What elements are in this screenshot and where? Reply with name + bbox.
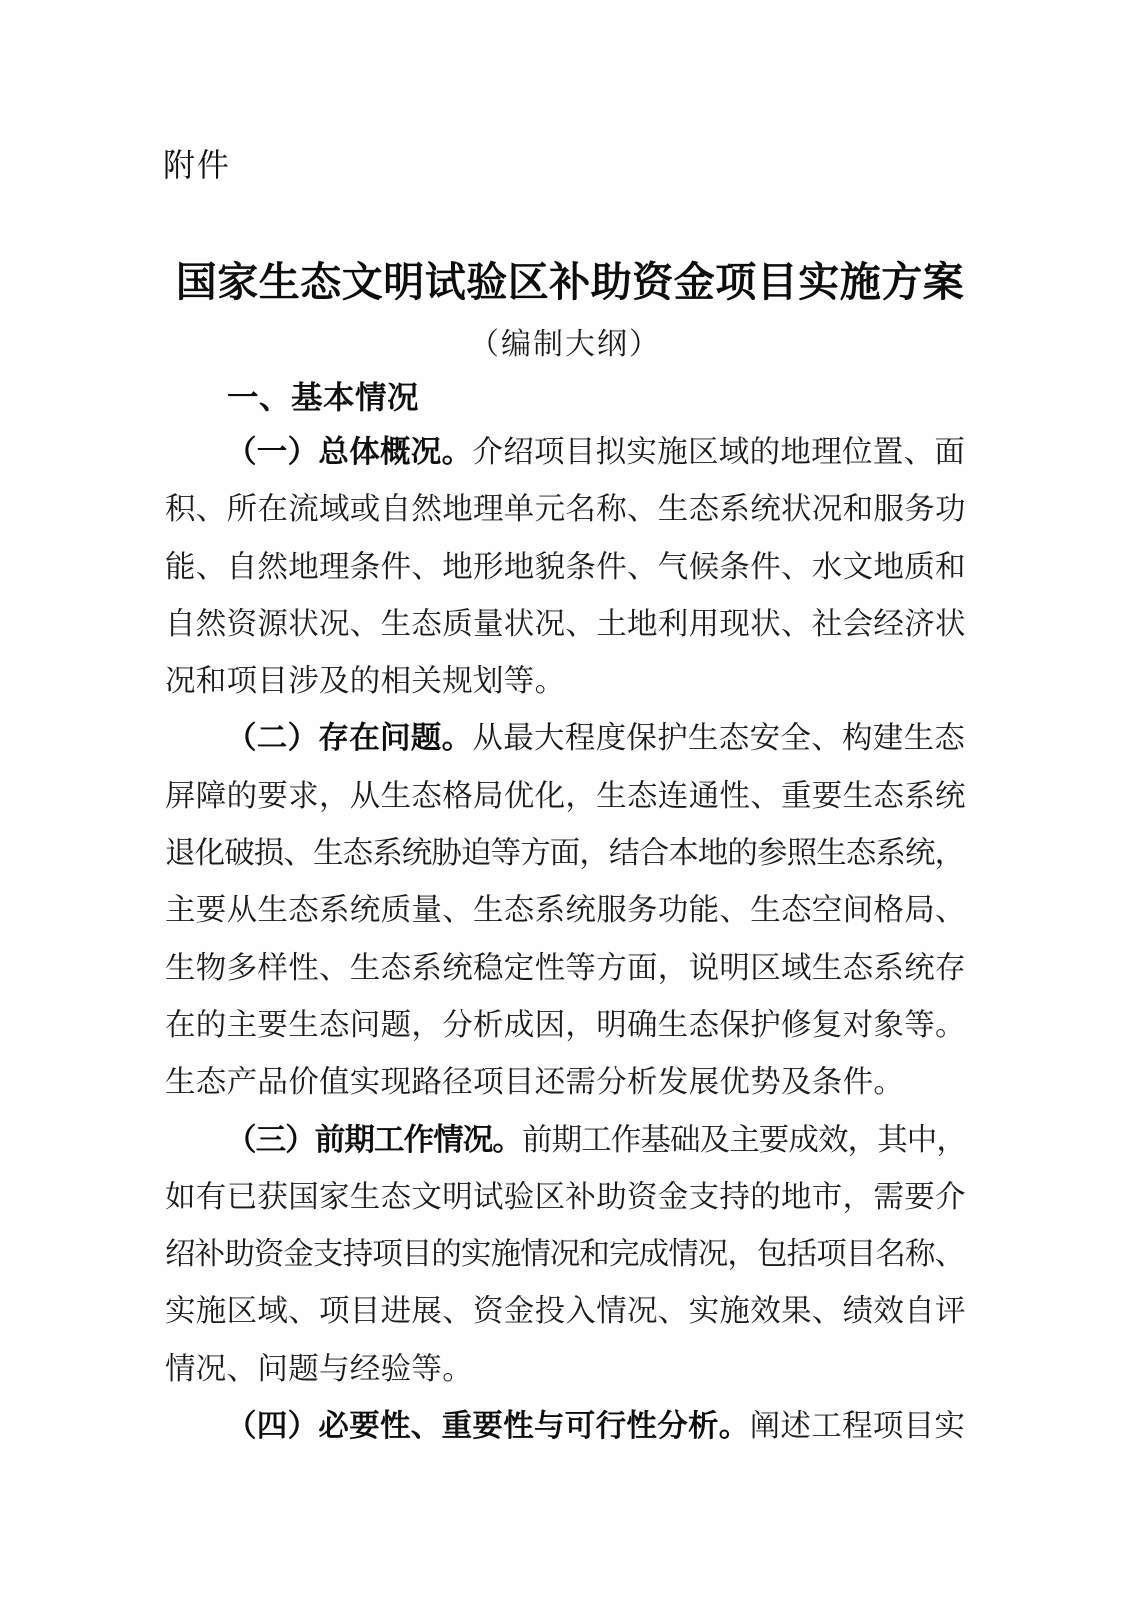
body-line <box>165 1112 975 1169</box>
body-line <box>165 1169 975 1226</box>
line-text: 情况、问题与经验等。 <box>165 1351 473 1386</box>
paragraph-lead: （二）存在问题。 <box>226 721 473 756</box>
body-line <box>165 1226 975 1283</box>
paragraph-lead: （四）必要性、重要性与可行性分析。 <box>226 1409 750 1444</box>
document-body <box>165 424 975 1455</box>
body-line <box>165 997 975 1054</box>
line-text: 生物多样性、生态系统稳定性等方面，说明区域生态系统存 <box>165 950 966 985</box>
document-title: 国家生态文明试验区补助资金项目实施方案 <box>175 259 965 305</box>
line-text: 能、自然地理条件、地形地貌条件、气候条件、水文地质和 <box>165 549 966 584</box>
body-line <box>165 882 975 939</box>
body-line <box>165 1054 975 1111</box>
section-heading: 一、基本情况 <box>227 380 420 415</box>
line-text: 阐述工程项目实 <box>749 1409 966 1444</box>
attachment-label: 附件 <box>163 147 232 183</box>
body-line <box>165 710 975 767</box>
body-line <box>165 539 975 596</box>
line-text: 自然资源状况、生态质量状况、土地利用现状、社会经济状 <box>165 606 966 641</box>
document-subtitle: （编制大纲） <box>469 328 661 361</box>
line-text: 主要从生态系统质量、生态系统服务功能、生态空间格局、 <box>165 893 966 928</box>
line-text: 退化破损、生态系统胁迫等方面，结合本地的参照生态系统， <box>165 836 965 871</box>
body-line <box>165 1283 975 1340</box>
body-line <box>165 481 975 538</box>
paragraph-lead: （一）总体概况。 <box>226 435 473 469</box>
line-text: 前期工作基础及主要成效，其中， <box>522 1122 966 1157</box>
line-text: 在的主要生态问题，分析成因，明确生态保护修复对象等。 <box>165 1007 966 1042</box>
body-line <box>165 596 975 653</box>
line-text: 实施区域、项目进展、资金投入情况、实施效果、绩效自评 <box>165 1294 966 1329</box>
line-text: 况和项目涉及的相关规划等。 <box>165 664 566 699</box>
line-text: 绍补助资金支持项目的实施情况和完成情况，包括项目名称、 <box>165 1237 965 1272</box>
line-text: 从最大程度保护生态安全、构建生态 <box>472 721 966 756</box>
body-line <box>165 1398 975 1455</box>
line-text: 介绍项目拟实施区域的地理位置、面 <box>472 435 966 469</box>
line-text: 如有已获国家生态文明试验区补助资金支持的地市，需要介 <box>165 1179 966 1214</box>
line-text: 积、所在流域或自然地理单元名称、生态系统状况和服务功 <box>165 492 966 527</box>
paragraph-lead: （三）前期工作情况。 <box>226 1122 522 1157</box>
body-line <box>165 768 975 825</box>
body-line <box>165 424 975 481</box>
body-line <box>165 825 975 882</box>
body-line <box>165 653 975 710</box>
body-line <box>165 940 975 997</box>
body-line <box>165 1341 975 1398</box>
line-text: 生态产品价值实现路径项目还需分析发展优势及条件。 <box>165 1065 905 1100</box>
line-text: 屏障的要求，从生态格局优化，生态连通性、重要生态系统 <box>165 778 966 813</box>
